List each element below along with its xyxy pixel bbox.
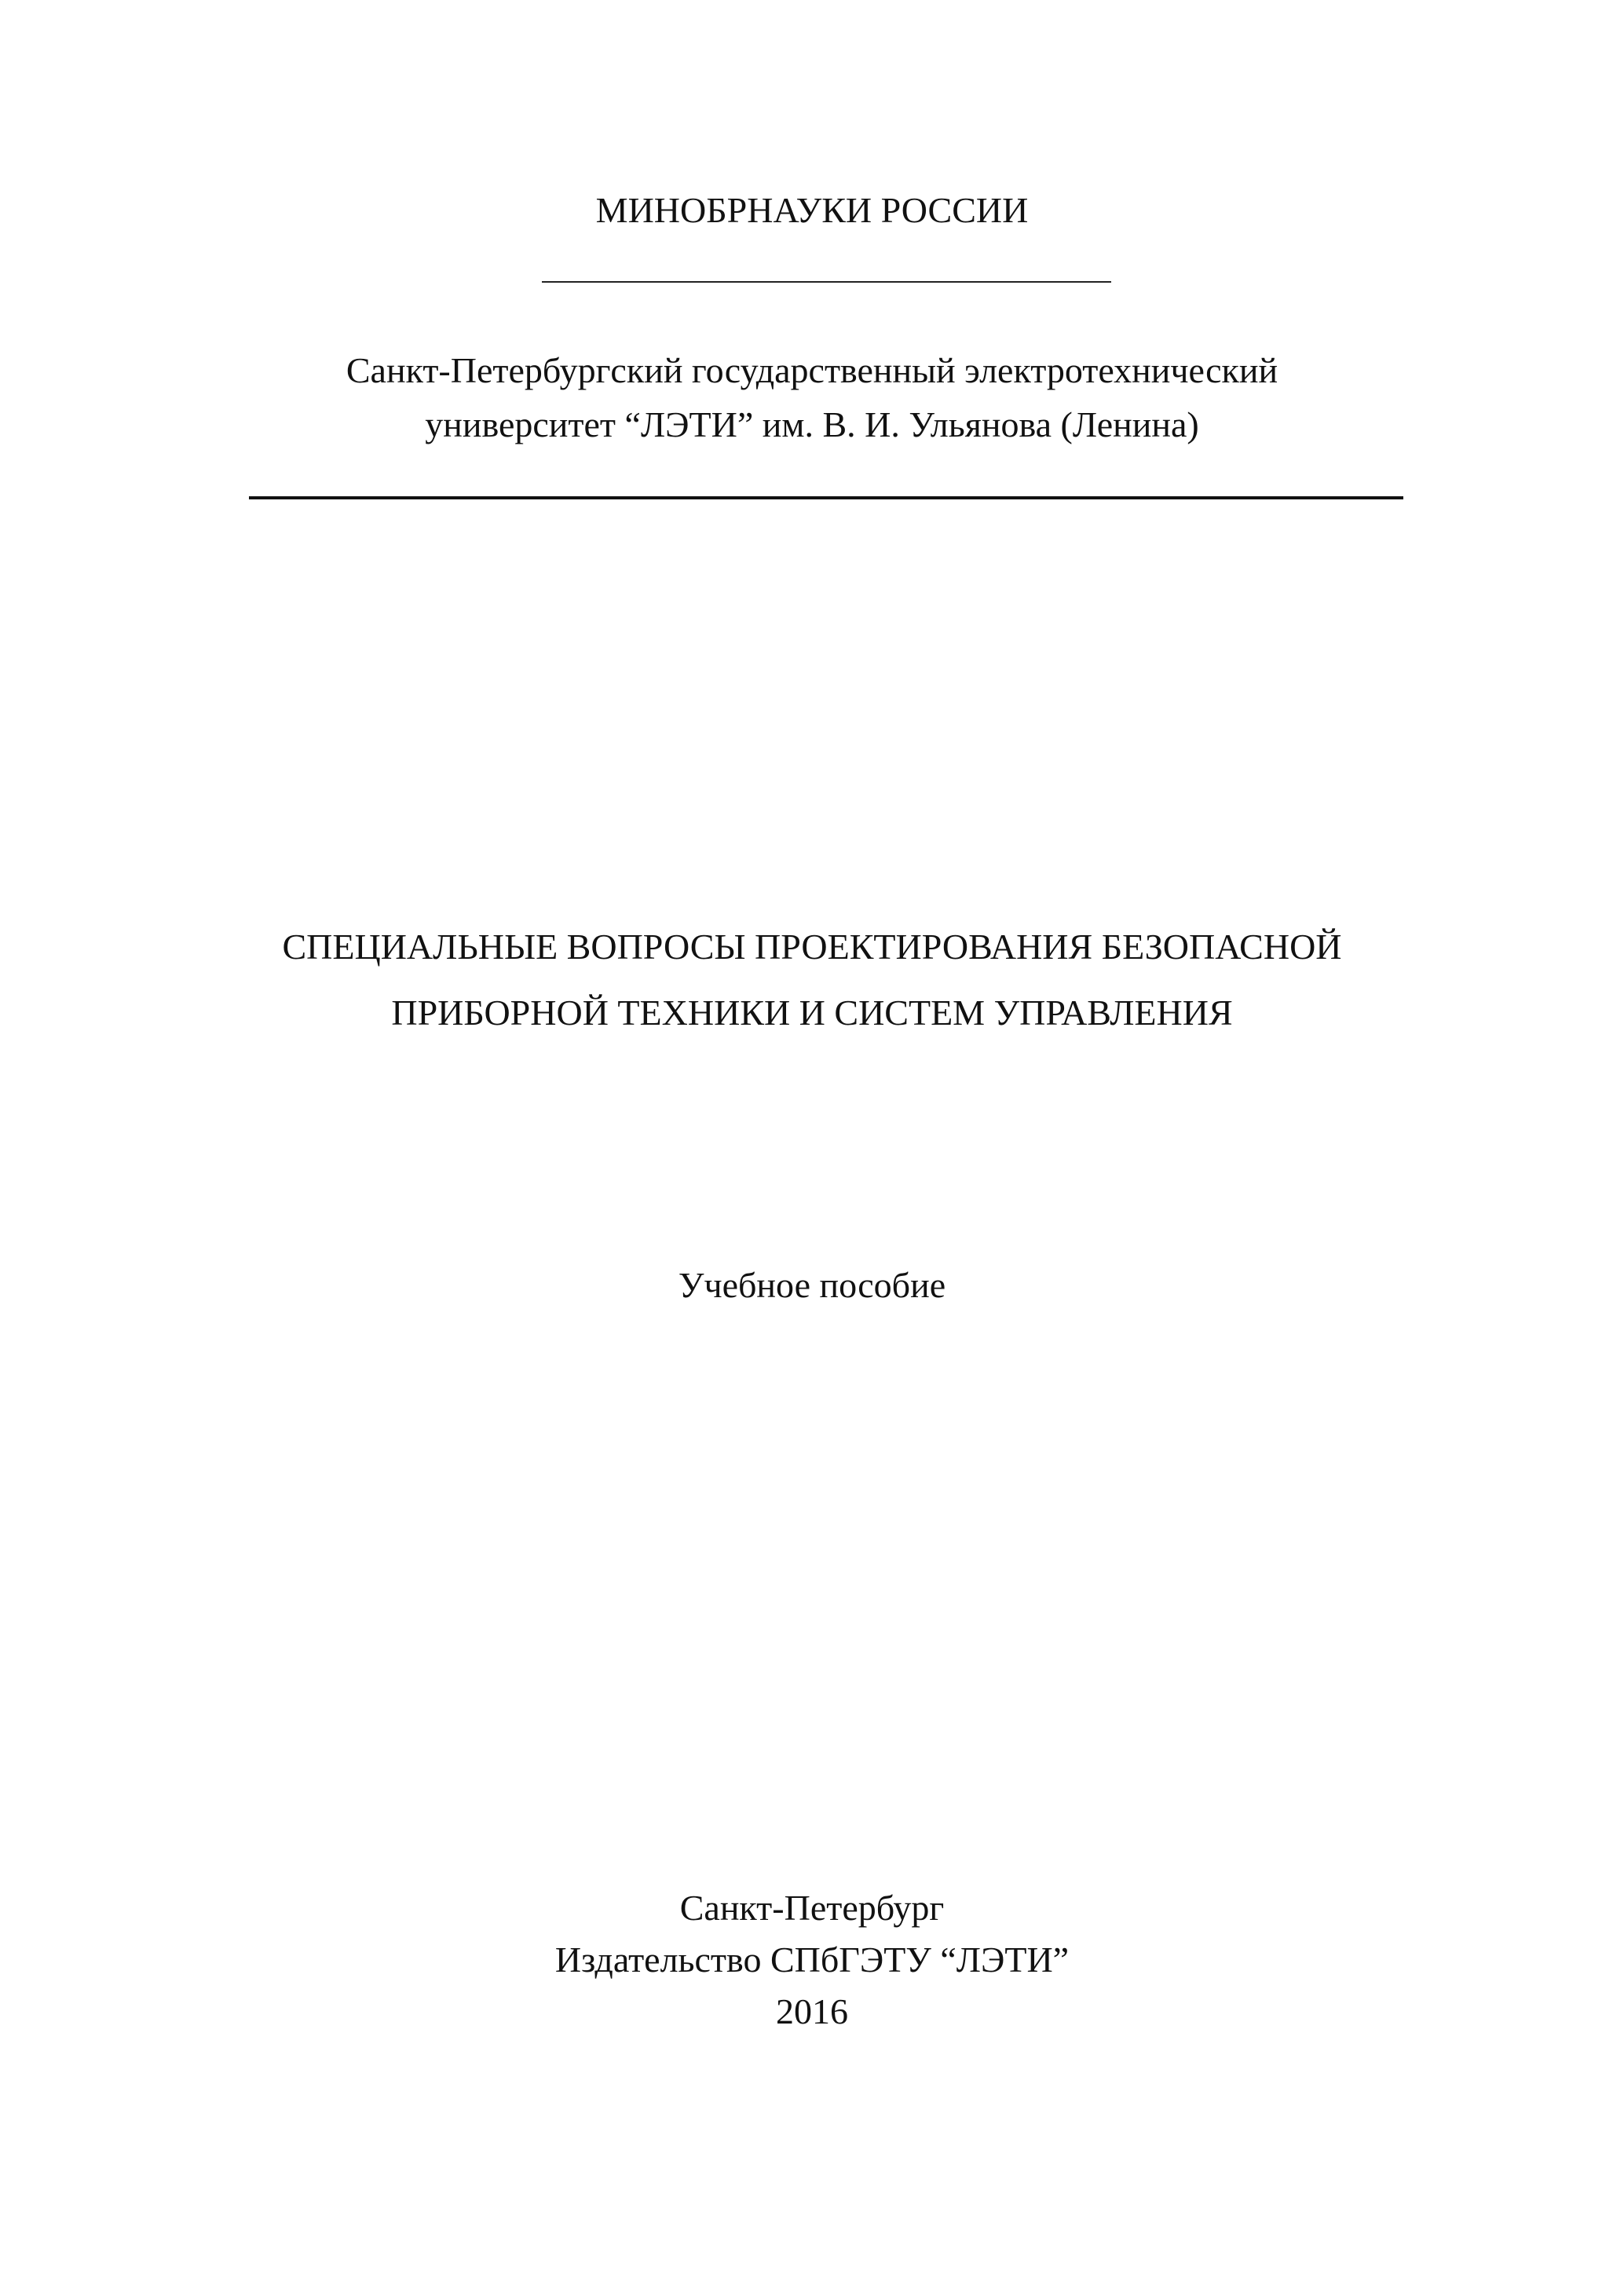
long-divider <box>249 496 1403 499</box>
short-divider <box>542 281 1111 283</box>
publisher: Издательство СПбГЭТУ “ЛЭТИ” <box>554 1940 1070 1980</box>
university-name-line-1: Санкт-Петербургский государственный электротехнический <box>346 350 1278 390</box>
document-type: Учебное пособие <box>678 1265 946 1305</box>
ministry-name: МИНОБРНАУКИ РОССИИ <box>595 190 1029 230</box>
publication-year: 2016 <box>776 1991 848 2031</box>
publication-city: Санкт-Петербург <box>679 1888 945 1928</box>
document-title-line-2: ПРИБОРНОЙ ТЕХНИКИ И СИСТЕМ УПРАВЛЕНИЯ <box>391 993 1233 1033</box>
university-name-line-2: университет “ЛЭТИ” им. В. И. Ульянова (Ленина) <box>425 404 1199 444</box>
document-title-line-1: СПЕЦИАЛЬНЫЕ ВОПРОСЫ ПРОЕКТИРОВАНИЯ БЕЗОПАСНОЙ <box>282 927 1342 967</box>
